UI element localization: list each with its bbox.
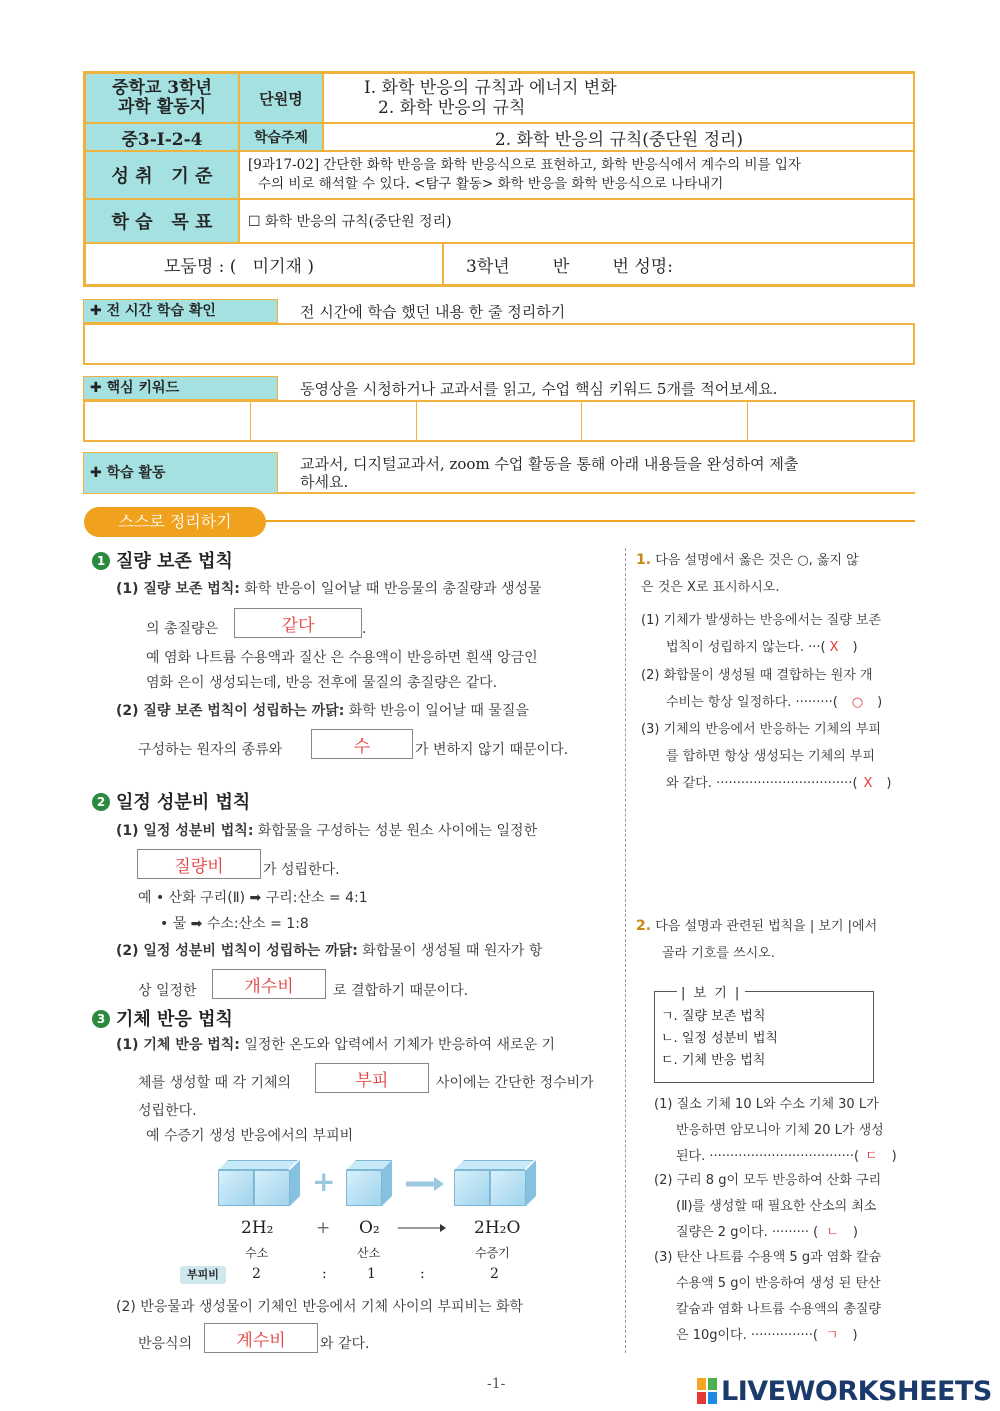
keywords-label bbox=[83, 376, 278, 400]
sec2-p1-end: 가 성립한다. bbox=[263, 862, 340, 878]
q1-item2-answer[interactable]: ○ bbox=[851, 695, 864, 710]
ratio-colon-2: : bbox=[420, 1266, 425, 1282]
sec3-p1-text: 일정한 온도와 압력에서 기체가 반응하여 새로운 기 bbox=[239, 1037, 556, 1053]
equation-plus: + bbox=[316, 1218, 331, 1238]
q1-stem-line1 bbox=[636, 551, 916, 570]
q1-item-1 bbox=[641, 607, 911, 661]
keywords-row bbox=[83, 400, 915, 442]
ratio-water: 2 bbox=[490, 1266, 499, 1282]
q2-item1-answer[interactable]: ㄷ bbox=[865, 1149, 878, 1164]
activity-desc-line1: 교과서, 디지털교과서, zoom 수업 활동을 통해 아래 내용들을 완성하여 제출 bbox=[300, 455, 799, 473]
q2-stem1: 다음 설명과 관련된 법칙을 | 보기 |에서 bbox=[655, 919, 878, 934]
ratio-colon-1: : bbox=[322, 1266, 327, 1282]
sec1-p2-text: 화학 반응이 일어날 때 물질을 bbox=[344, 703, 529, 719]
sec3-title: 기체 반응 법칙 bbox=[116, 1009, 233, 1030]
equation-mid: O₂ bbox=[359, 1218, 380, 1238]
group-label: 모둠명 : ( 미기재 ) bbox=[164, 256, 314, 277]
keywords-desc: 동영상을 시청하거나 교과서를 읽고, 수업 핵심 키워드 5개를 적어보세요. bbox=[300, 380, 778, 398]
oxygen-cube bbox=[346, 1170, 382, 1206]
bogi-items bbox=[661, 1006, 778, 1072]
sec1-heading bbox=[92, 547, 233, 573]
hydrogen-cube-1 bbox=[218, 1170, 254, 1206]
q1-stem1: 다음 설명에서 옳은 것은 ○, 옳지 않 bbox=[655, 553, 859, 568]
code-cell bbox=[85, 123, 239, 151]
goal-value-cell bbox=[239, 199, 915, 243]
sec2-p1 bbox=[116, 822, 537, 840]
review-desc: 전 시간에 학습 했던 내용 한 줄 정리하기 bbox=[300, 303, 566, 321]
sec2-heading bbox=[92, 788, 250, 814]
sec2-p2-text: 화합물이 생성될 때 원자가 항 bbox=[357, 943, 543, 959]
hydrogen-cube-top bbox=[218, 1160, 298, 1170]
sec3-example: 예 수증기 생성 반응에서의 부피비 bbox=[146, 1128, 354, 1144]
goal-text: ☐ 화학 반응의 규칙(중단원 정리) bbox=[248, 214, 452, 230]
watermark-text: LIVEWORKSHEETS bbox=[721, 1375, 992, 1407]
sec2-p1-bold: (1) 일정 성분비 법칙: bbox=[116, 823, 254, 839]
q2-item1-line2: 반응하면 암모니아 기체 20 L가 생성 bbox=[676, 1123, 884, 1138]
q1-item2-line1: 화합물이 생성될 때 결합하는 원자 개 bbox=[663, 668, 873, 683]
bogi-item-3: ㄷ. 기체 반응 법칙 bbox=[661, 1053, 766, 1068]
q2-item3-line3: 칼슘과 염화 나트륨 수용액의 총질량 bbox=[676, 1302, 881, 1317]
q2-item-3 bbox=[654, 1245, 914, 1349]
ratio-hydrogen: 2 bbox=[252, 1266, 261, 1282]
sec2-number: 2 bbox=[92, 793, 110, 811]
q1-item3-close: ) bbox=[886, 776, 892, 791]
activity-text: 과학 활동지 bbox=[117, 97, 207, 117]
school-label-cell bbox=[85, 73, 239, 123]
q1-item3-answer[interactable]: X bbox=[863, 776, 873, 791]
achievement-value-cell bbox=[239, 151, 915, 199]
hydrogen-cube-side bbox=[290, 1160, 300, 1206]
bogi-item-2: ㄴ. 일정 성분비 법칙 bbox=[661, 1031, 778, 1046]
column-divider bbox=[625, 548, 626, 1353]
student-cell[interactable] bbox=[443, 243, 915, 285]
q1-item1-answer[interactable]: X bbox=[829, 640, 839, 655]
equation-arrow-icon bbox=[398, 1222, 446, 1234]
q2-item-2 bbox=[654, 1168, 914, 1246]
q2-item1-num: (1) bbox=[654, 1097, 673, 1112]
q2-number: 2. bbox=[636, 918, 652, 934]
goal-label: 학 습 목 표 bbox=[111, 212, 213, 233]
sec2-example-line1: 예 • 산화 구리(Ⅱ) ➡ 구리:산소 = 4:1 bbox=[138, 890, 368, 906]
q2-item3-line1: 탄산 나트륨 수용액 5 g과 염화 칼슘 bbox=[676, 1250, 882, 1265]
q2-item3-close: ) bbox=[852, 1328, 858, 1343]
group-cell bbox=[85, 243, 443, 285]
equation-right: 2H₂O bbox=[474, 1218, 521, 1238]
plus-sign: + bbox=[312, 1165, 336, 1198]
unit-label-cell bbox=[239, 73, 323, 123]
q2-item3-line2: 수용액 5 g이 반응하여 생성 된 탄산 bbox=[676, 1276, 881, 1291]
activity-label bbox=[83, 452, 278, 494]
self-summary-line bbox=[266, 520, 915, 522]
q2-item2-num: (2) bbox=[654, 1173, 673, 1188]
sec3-p1 bbox=[116, 1036, 555, 1054]
watermark-logo bbox=[697, 1376, 992, 1406]
topic-text: 2. 화학 반응의 규칙(중단원 정리) bbox=[494, 129, 744, 150]
activity-desc bbox=[300, 455, 912, 491]
watermark-logo-icon bbox=[697, 1378, 717, 1404]
ratio-oxygen: 1 bbox=[367, 1266, 376, 1282]
sec3-p2-end: 와 같다. bbox=[320, 1336, 370, 1352]
name-water: 수증기 bbox=[475, 1246, 510, 1260]
activity-label-text: ✚ 학습 활동 bbox=[90, 465, 166, 481]
water-cube-2 bbox=[490, 1170, 526, 1206]
sec1-p2-bold: (2) 질량 보존 법칙이 성립하는 까닭: bbox=[116, 703, 345, 719]
sec1-p2-line2: 구성하는 원자의 종류와 bbox=[138, 742, 283, 758]
activity-underline bbox=[278, 492, 915, 494]
sec3-p1-line2: 체를 생성할 때 각 기체의 bbox=[138, 1075, 292, 1091]
self-summary-banner bbox=[84, 507, 266, 537]
sec2-p2-bold: (2) 일정 성분비 법칙이 성립하는 까닭: bbox=[116, 943, 358, 959]
sec2-example-line2: • 물 ➡ 수소:산소 = 1:8 bbox=[160, 916, 309, 932]
water-cube-top bbox=[454, 1160, 534, 1170]
q1-item3-line3: 와 같다. ·································( bbox=[666, 776, 858, 791]
q2-item-1 bbox=[654, 1092, 914, 1170]
sec3-answer-2[interactable]: 계수비 bbox=[204, 1323, 318, 1353]
sec1-p1-end: . bbox=[362, 621, 367, 637]
school-text: 중학교 3학년 bbox=[112, 78, 212, 98]
goal-label-cell bbox=[85, 199, 239, 243]
sec1-example-line2: 염화 은이 생성되는데, 반응 전후에 물질의 총질량은 같다. bbox=[146, 675, 498, 691]
q1-item-2 bbox=[641, 662, 911, 716]
code-text: 중3-Ⅰ-2-4 bbox=[121, 129, 203, 150]
topic-value-cell bbox=[323, 123, 915, 151]
sec1-p1-bold: (1) 질량 보존 법칙: bbox=[116, 581, 240, 597]
q1-stem-line2: 은 것은 X로 표시하시오. bbox=[641, 580, 780, 595]
q2-item3-num: (3) bbox=[654, 1250, 673, 1265]
sec2-answer-1[interactable]: 질량비 bbox=[137, 849, 261, 879]
header-table bbox=[83, 71, 915, 287]
q2-item1-line3: 된다. ···································( bbox=[676, 1149, 860, 1164]
sec2-p2-line2: 상 일정한 bbox=[138, 983, 197, 999]
sec3-p2-text: (2) 반응물과 생성물이 기체인 반응에서 기체 사이의 부피비는 화학 bbox=[116, 1299, 524, 1315]
q1-item2-close: ) bbox=[877, 695, 883, 710]
q1-item2-line2: 수비는 항상 일정하다. ·········( bbox=[666, 695, 838, 710]
bogi-box bbox=[654, 986, 874, 1083]
q1-number: 1. bbox=[636, 552, 652, 568]
q2-item2-line1: 구리 8 g이 모두 반응하여 산화 구리 bbox=[676, 1173, 882, 1188]
activity-desc-line2: 하세요. bbox=[300, 473, 349, 491]
q1-item3-num: (3) bbox=[641, 722, 660, 737]
achievement-line1: [9과17-02] 간단한 화학 반응을 화학 반응식으로 표현하고, 화학 반응식에서 계수의 비를 입자 bbox=[248, 157, 801, 173]
page-number: -1- bbox=[487, 1376, 506, 1392]
keyword-input-2[interactable] bbox=[251, 402, 417, 440]
q2-stem-line1 bbox=[636, 917, 916, 936]
sec3-heading bbox=[92, 1005, 233, 1031]
q1-item1-line1: 기체가 발생하는 반응에서는 질량 보존 bbox=[663, 613, 882, 628]
review-answer-box[interactable] bbox=[83, 323, 915, 365]
keyword-input-3[interactable] bbox=[417, 402, 583, 440]
sec3-p1-line3: 성립한다. bbox=[138, 1103, 197, 1119]
q2-item1-close: ) bbox=[891, 1149, 897, 1164]
review-label bbox=[83, 299, 278, 323]
unit-line2: 2. 화학 반응의 규칙 bbox=[378, 98, 526, 118]
topic-label-cell bbox=[239, 123, 323, 151]
bogi-title: | 보 기 | bbox=[677, 982, 745, 1001]
hydrogen-cube-2 bbox=[254, 1170, 290, 1206]
sec2-answer-2[interactable]: 개수비 bbox=[212, 969, 326, 999]
self-summary-text: 스스로 정리하기 bbox=[118, 512, 232, 531]
achievement-label: 성 취 기 준 bbox=[111, 166, 213, 187]
sec3-number: 3 bbox=[92, 1010, 110, 1028]
keyword-input-4[interactable] bbox=[582, 402, 748, 440]
q2-item2-answer[interactable]: ㄴ bbox=[826, 1225, 839, 1240]
review-label-text: ✚ 전 시간 학습 확인 bbox=[90, 303, 216, 319]
reaction-arrow-icon bbox=[406, 1176, 444, 1192]
equation-left: 2H₂ bbox=[241, 1218, 274, 1238]
sec2-title: 일정 성분비 법칙 bbox=[116, 792, 251, 813]
sec1-number: 1 bbox=[92, 552, 110, 570]
sec3-p1-bold: (1) 기체 반응 법칙: bbox=[116, 1037, 240, 1053]
water-cube-1 bbox=[454, 1170, 490, 1206]
q2-item2-line2: (Ⅱ)를 생성할 때 필요한 산소의 최소 bbox=[676, 1199, 877, 1214]
q1-item3-line1: 기체의 반응에서 반응하는 기체의 부피 bbox=[663, 722, 882, 737]
unit-line1: Ⅰ. 화학 반응의 규칙과 에너지 변화 bbox=[364, 78, 617, 98]
unit-label: 단원명 bbox=[259, 89, 303, 108]
sec1-answer-2[interactable]: 수 bbox=[311, 729, 413, 759]
q2-item3-line4: 은 10g이다. ···············( bbox=[676, 1328, 818, 1343]
sec1-title: 질량 보존 법칙 bbox=[116, 551, 233, 572]
sec2-p2-end: 로 결합하기 때문이다. bbox=[333, 983, 469, 999]
keyword-input-5[interactable] bbox=[748, 402, 913, 440]
sec1-p2 bbox=[116, 702, 529, 720]
q1-item1-close: ) bbox=[852, 640, 858, 655]
student-line: 3학년 반 번 성명: bbox=[466, 256, 673, 277]
sec1-p2-end: 가 변하지 않기 때문이다. bbox=[415, 742, 569, 758]
q2-stem-line2: 골라 기호를 쓰시오. bbox=[662, 946, 775, 961]
name-oxygen: 산소 bbox=[357, 1246, 381, 1260]
q2-item1-line1: 질소 기체 10 L와 수소 기체 30 L가 bbox=[676, 1097, 879, 1112]
q1-item2-num: (2) bbox=[641, 668, 660, 683]
achievement-label-cell bbox=[85, 151, 239, 199]
q2-item2-line3: 질량은 2 g이다. ········· ( bbox=[676, 1225, 819, 1240]
q1-item3-line2: 를 합하면 항상 생성되는 기체의 부피 bbox=[666, 749, 876, 764]
sec3-p2-line2: 반응식의 bbox=[138, 1336, 193, 1352]
q2-item3-answer[interactable]: ㄱ bbox=[825, 1328, 839, 1343]
q1-item-3 bbox=[641, 716, 911, 797]
q1-item1-line2: 법칙이 성립하지 않는다. ···( bbox=[666, 640, 826, 655]
topic-label: 학습주제 bbox=[253, 130, 309, 146]
keyword-input-1[interactable] bbox=[85, 402, 251, 440]
sec1-answer-1[interactable]: 같다 bbox=[234, 608, 362, 638]
water-cube-side bbox=[526, 1160, 536, 1206]
name-hydrogen: 수소 bbox=[245, 1246, 269, 1260]
volume-ratio-label: 부피비 bbox=[180, 1266, 226, 1284]
sec2-p1-text: 화합물을 구성하는 성분 원소 사이에는 일정한 bbox=[253, 823, 538, 839]
sec3-p1-end: 사이에는 간단한 정수비가 bbox=[436, 1075, 594, 1091]
sec3-p2 bbox=[116, 1298, 523, 1316]
q1-item1-num: (1) bbox=[641, 613, 660, 628]
sec1-example-line1: 예 염화 나트륨 수용액과 질산 은 수용액이 반응하면 흰색 앙금인 bbox=[146, 650, 538, 666]
sec2-p2 bbox=[116, 942, 542, 960]
sec3-answer-1[interactable]: 부피 bbox=[315, 1063, 429, 1093]
sec1-p1-text: 화학 반응이 일어날 때 반응물의 총질량과 생성물 bbox=[239, 581, 542, 597]
sec1-p1 bbox=[116, 580, 542, 598]
bogi-item-1: ㄱ. 질량 보존 법칙 bbox=[661, 1009, 766, 1024]
achievement-line2: 수의 비로 해석할 수 있다. <탐구 활동> 화학 반응을 화학 반응식으로 나타내기 bbox=[258, 176, 724, 192]
q2-item2-close: ) bbox=[852, 1225, 858, 1240]
keywords-label-text: ✚ 핵심 키워드 bbox=[90, 380, 180, 396]
unit-value-cell bbox=[323, 73, 915, 123]
sec1-p1-line2: 의 총질량은 bbox=[146, 621, 219, 637]
